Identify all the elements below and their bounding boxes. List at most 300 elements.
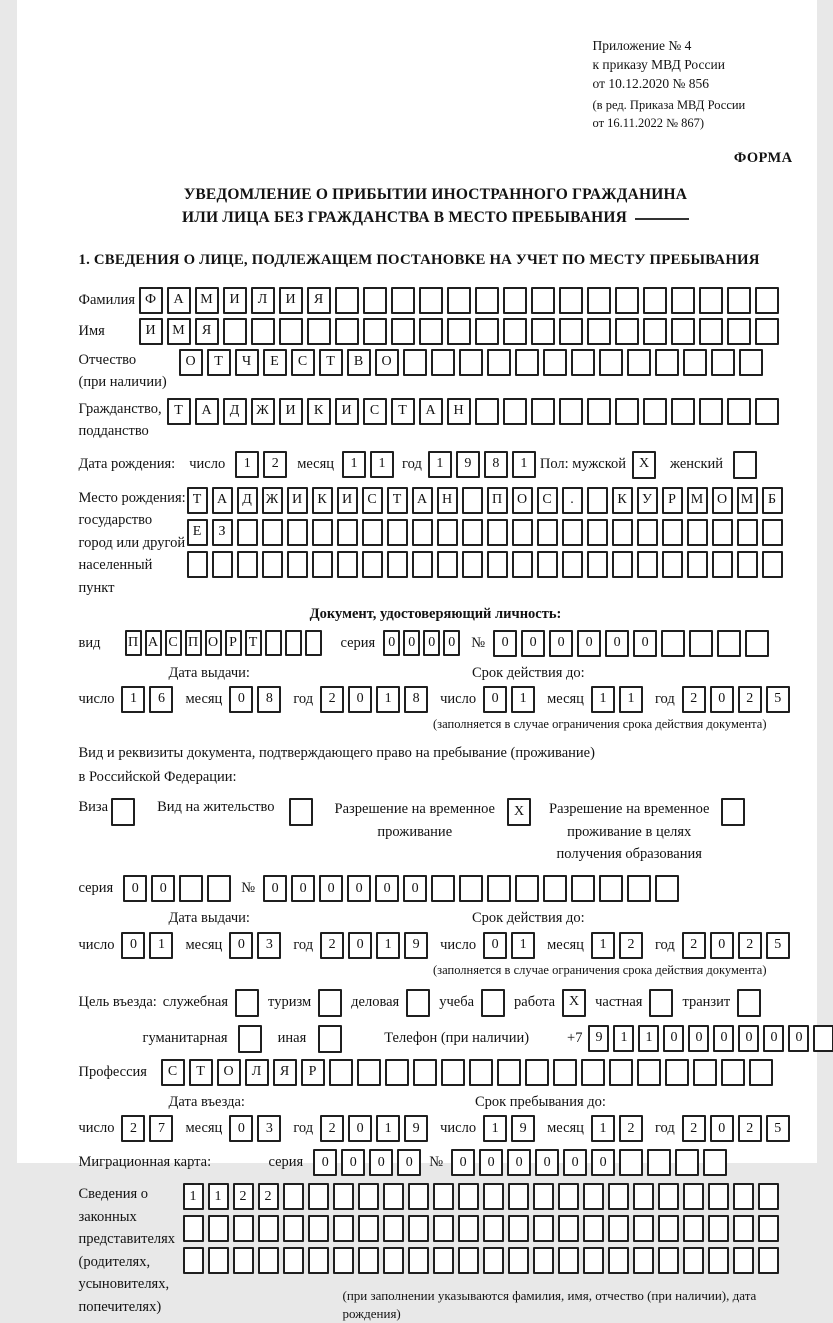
char-cell[interactable]: 0 bbox=[663, 1025, 684, 1052]
char-cell[interactable] bbox=[333, 1247, 354, 1274]
char-cell[interactable] bbox=[183, 1215, 204, 1242]
char-cell[interactable]: 8 bbox=[404, 686, 428, 713]
char-cell[interactable]: Т bbox=[207, 349, 231, 376]
char-cell[interactable] bbox=[437, 551, 458, 578]
char-cell[interactable] bbox=[587, 551, 608, 578]
char-cell[interactable] bbox=[357, 1059, 381, 1086]
char-cell[interactable]: А bbox=[167, 287, 191, 314]
purpose-official-checkbox[interactable] bbox=[235, 989, 259, 1017]
char-cell[interactable]: . bbox=[562, 487, 583, 514]
char-cell[interactable]: 1 bbox=[512, 451, 536, 478]
char-cell[interactable] bbox=[262, 519, 283, 546]
char-cell[interactable] bbox=[637, 1059, 661, 1086]
char-cell[interactable]: Ж bbox=[251, 398, 275, 425]
char-cell[interactable] bbox=[462, 487, 483, 514]
char-cell[interactable] bbox=[251, 318, 275, 345]
char-cell[interactable]: 2 bbox=[619, 932, 643, 959]
char-cell[interactable]: Т bbox=[189, 1059, 213, 1086]
char-cell[interactable]: И bbox=[279, 398, 303, 425]
char-cell[interactable] bbox=[675, 1149, 699, 1176]
char-cell[interactable] bbox=[587, 519, 608, 546]
char-cell[interactable] bbox=[433, 1215, 454, 1242]
char-cell[interactable] bbox=[419, 287, 443, 314]
char-cell[interactable] bbox=[362, 519, 383, 546]
edu-permit-checkbox[interactable] bbox=[721, 798, 745, 826]
char-cell[interactable] bbox=[733, 1215, 754, 1242]
char-cell[interactable] bbox=[487, 551, 508, 578]
char-cell[interactable] bbox=[515, 875, 539, 902]
char-cell[interactable]: 1 bbox=[619, 686, 643, 713]
char-cell[interactable] bbox=[531, 318, 555, 345]
char-cell[interactable]: 2 bbox=[738, 686, 762, 713]
char-cell[interactable] bbox=[683, 1183, 704, 1210]
char-cell[interactable]: Т bbox=[245, 630, 262, 656]
char-cell[interactable] bbox=[599, 349, 623, 376]
char-cell[interactable] bbox=[708, 1247, 729, 1274]
char-cell[interactable] bbox=[459, 349, 483, 376]
char-cell[interactable]: 1 bbox=[183, 1183, 204, 1210]
char-cell[interactable] bbox=[587, 398, 611, 425]
char-cell[interactable]: К bbox=[612, 487, 633, 514]
char-cell[interactable]: С bbox=[362, 487, 383, 514]
char-cell[interactable] bbox=[615, 398, 639, 425]
char-cell[interactable]: Н bbox=[447, 398, 471, 425]
char-cell[interactable] bbox=[335, 287, 359, 314]
char-cell[interactable] bbox=[475, 318, 499, 345]
char-cell[interactable] bbox=[287, 519, 308, 546]
char-cell[interactable]: 0 bbox=[763, 1025, 784, 1052]
char-cell[interactable] bbox=[458, 1183, 479, 1210]
char-cell[interactable]: 0 bbox=[710, 1115, 734, 1142]
char-cell[interactable]: 9 bbox=[404, 932, 428, 959]
char-cell[interactable]: 2 bbox=[233, 1183, 254, 1210]
char-cell[interactable] bbox=[387, 551, 408, 578]
char-cell[interactable]: З bbox=[212, 519, 233, 546]
char-cell[interactable] bbox=[599, 875, 623, 902]
char-cell[interactable] bbox=[633, 1215, 654, 1242]
char-cell[interactable] bbox=[223, 318, 247, 345]
char-cell[interactable] bbox=[458, 1215, 479, 1242]
char-cell[interactable]: Я bbox=[307, 287, 331, 314]
char-cell[interactable] bbox=[487, 519, 508, 546]
char-cell[interactable]: 1 bbox=[235, 451, 259, 478]
char-cell[interactable]: 1 bbox=[613, 1025, 634, 1052]
char-cell[interactable] bbox=[413, 1059, 437, 1086]
char-cell[interactable]: И bbox=[223, 287, 247, 314]
char-cell[interactable]: Л bbox=[245, 1059, 269, 1086]
char-cell[interactable] bbox=[279, 318, 303, 345]
char-cell[interactable] bbox=[391, 318, 415, 345]
char-cell[interactable] bbox=[543, 875, 567, 902]
char-cell[interactable] bbox=[581, 1059, 605, 1086]
char-cell[interactable] bbox=[671, 398, 695, 425]
char-cell[interactable]: Т bbox=[387, 487, 408, 514]
char-cell[interactable] bbox=[533, 1183, 554, 1210]
char-cell[interactable] bbox=[312, 519, 333, 546]
char-cell[interactable]: 0 bbox=[507, 1149, 531, 1176]
char-cell[interactable] bbox=[333, 1183, 354, 1210]
char-cell[interactable]: И bbox=[139, 318, 163, 345]
char-cell[interactable] bbox=[758, 1247, 779, 1274]
char-cell[interactable] bbox=[655, 875, 679, 902]
char-cell[interactable]: 0 bbox=[348, 686, 372, 713]
char-cell[interactable]: 2 bbox=[619, 1115, 643, 1142]
char-cell[interactable] bbox=[358, 1215, 379, 1242]
residence-permit-checkbox[interactable] bbox=[289, 798, 313, 826]
char-cell[interactable]: 0 bbox=[451, 1149, 475, 1176]
char-cell[interactable]: С bbox=[363, 398, 387, 425]
char-cell[interactable]: 0 bbox=[263, 875, 287, 902]
char-cell[interactable] bbox=[308, 1183, 329, 1210]
char-cell[interactable] bbox=[758, 1215, 779, 1242]
char-cell[interactable] bbox=[487, 875, 511, 902]
char-cell[interactable]: 2 bbox=[320, 686, 344, 713]
char-cell[interactable]: 1 bbox=[428, 451, 452, 478]
char-cell[interactable] bbox=[258, 1215, 279, 1242]
char-cell[interactable] bbox=[412, 551, 433, 578]
char-cell[interactable] bbox=[508, 1215, 529, 1242]
char-cell[interactable]: Ф bbox=[139, 287, 163, 314]
char-cell[interactable] bbox=[233, 1247, 254, 1274]
char-cell[interactable]: Е bbox=[263, 349, 287, 376]
char-cell[interactable]: 0 bbox=[313, 1149, 337, 1176]
char-cell[interactable]: 8 bbox=[484, 451, 508, 478]
char-cell[interactable] bbox=[559, 318, 583, 345]
char-cell[interactable] bbox=[458, 1247, 479, 1274]
char-cell[interactable] bbox=[755, 287, 779, 314]
char-cell[interactable] bbox=[391, 287, 415, 314]
char-cell[interactable]: Д bbox=[237, 487, 258, 514]
char-cell[interactable]: 0 bbox=[319, 875, 343, 902]
char-cell[interactable] bbox=[562, 519, 583, 546]
char-cell[interactable]: О bbox=[179, 349, 203, 376]
char-cell[interactable] bbox=[587, 487, 608, 514]
char-cell[interactable] bbox=[689, 630, 713, 657]
char-cell[interactable] bbox=[637, 519, 658, 546]
purpose-study-checkbox[interactable] bbox=[481, 989, 505, 1017]
char-cell[interactable] bbox=[207, 875, 231, 902]
char-cell[interactable]: О bbox=[512, 487, 533, 514]
char-cell[interactable] bbox=[721, 1059, 745, 1086]
char-cell[interactable] bbox=[385, 1059, 409, 1086]
char-cell[interactable]: Я bbox=[273, 1059, 297, 1086]
char-cell[interactable] bbox=[655, 349, 679, 376]
char-cell[interactable] bbox=[412, 519, 433, 546]
char-cell[interactable] bbox=[683, 349, 707, 376]
char-cell[interactable]: 0 bbox=[151, 875, 175, 902]
char-cell[interactable]: А bbox=[145, 630, 162, 656]
char-cell[interactable] bbox=[693, 1059, 717, 1086]
char-cell[interactable] bbox=[762, 551, 783, 578]
char-cell[interactable]: 5 bbox=[766, 932, 790, 959]
char-cell[interactable] bbox=[459, 875, 483, 902]
char-cell[interactable] bbox=[403, 349, 427, 376]
char-cell[interactable]: А bbox=[212, 487, 233, 514]
char-cell[interactable] bbox=[187, 551, 208, 578]
char-cell[interactable] bbox=[362, 551, 383, 578]
char-cell[interactable] bbox=[571, 349, 595, 376]
char-cell[interactable] bbox=[633, 1183, 654, 1210]
char-cell[interactable]: Т bbox=[391, 398, 415, 425]
char-cell[interactable]: 0 bbox=[633, 630, 657, 657]
char-cell[interactable] bbox=[363, 287, 387, 314]
char-cell[interactable]: 6 bbox=[149, 686, 173, 713]
char-cell[interactable] bbox=[708, 1183, 729, 1210]
char-cell[interactable] bbox=[408, 1183, 429, 1210]
char-cell[interactable] bbox=[337, 551, 358, 578]
char-cell[interactable] bbox=[755, 318, 779, 345]
char-cell[interactable]: 1 bbox=[511, 932, 535, 959]
char-cell[interactable] bbox=[533, 1215, 554, 1242]
char-cell[interactable]: 0 bbox=[123, 875, 147, 902]
char-cell[interactable] bbox=[383, 1247, 404, 1274]
char-cell[interactable] bbox=[283, 1183, 304, 1210]
char-cell[interactable] bbox=[308, 1247, 329, 1274]
char-cell[interactable]: М bbox=[687, 487, 708, 514]
char-cell[interactable]: 2 bbox=[682, 932, 706, 959]
char-cell[interactable]: 0 bbox=[291, 875, 315, 902]
char-cell[interactable] bbox=[537, 519, 558, 546]
char-cell[interactable]: 8 bbox=[257, 686, 281, 713]
char-cell[interactable]: С bbox=[161, 1059, 185, 1086]
char-cell[interactable] bbox=[687, 551, 708, 578]
char-cell[interactable]: О bbox=[375, 349, 399, 376]
char-cell[interactable] bbox=[512, 551, 533, 578]
char-cell[interactable]: И bbox=[335, 398, 359, 425]
char-cell[interactable]: 0 bbox=[229, 686, 253, 713]
char-cell[interactable]: 0 bbox=[710, 932, 734, 959]
char-cell[interactable] bbox=[708, 1215, 729, 1242]
char-cell[interactable] bbox=[383, 1215, 404, 1242]
char-cell[interactable]: У bbox=[637, 487, 658, 514]
char-cell[interactable]: 0 bbox=[347, 875, 371, 902]
char-cell[interactable] bbox=[643, 287, 667, 314]
char-cell[interactable] bbox=[462, 551, 483, 578]
char-cell[interactable] bbox=[237, 519, 258, 546]
char-cell[interactable] bbox=[262, 551, 283, 578]
char-cell[interactable] bbox=[627, 349, 651, 376]
char-cell[interactable] bbox=[447, 318, 471, 345]
char-cell[interactable]: 3 bbox=[257, 932, 281, 959]
char-cell[interactable] bbox=[337, 519, 358, 546]
char-cell[interactable]: 3 bbox=[257, 1115, 281, 1142]
char-cell[interactable]: 1 bbox=[376, 1115, 400, 1142]
char-cell[interactable] bbox=[755, 398, 779, 425]
char-cell[interactable] bbox=[387, 519, 408, 546]
char-cell[interactable]: 0 bbox=[549, 630, 573, 657]
char-cell[interactable] bbox=[733, 1247, 754, 1274]
char-cell[interactable]: 5 bbox=[766, 1115, 790, 1142]
char-cell[interactable] bbox=[475, 287, 499, 314]
char-cell[interactable] bbox=[329, 1059, 353, 1086]
char-cell[interactable]: 1 bbox=[376, 932, 400, 959]
char-cell[interactable] bbox=[287, 551, 308, 578]
char-cell[interactable]: И bbox=[287, 487, 308, 514]
char-cell[interactable] bbox=[665, 1059, 689, 1086]
char-cell[interactable] bbox=[615, 287, 639, 314]
char-cell[interactable]: 0 bbox=[788, 1025, 809, 1052]
char-cell[interactable] bbox=[643, 318, 667, 345]
char-cell[interactable] bbox=[712, 551, 733, 578]
char-cell[interactable] bbox=[699, 398, 723, 425]
char-cell[interactable]: Т bbox=[167, 398, 191, 425]
sex-female-checkbox[interactable] bbox=[733, 451, 757, 479]
char-cell[interactable]: 2 bbox=[738, 932, 762, 959]
char-cell[interactable] bbox=[587, 287, 611, 314]
char-cell[interactable] bbox=[583, 1215, 604, 1242]
char-cell[interactable] bbox=[737, 519, 758, 546]
char-cell[interactable]: П bbox=[185, 630, 202, 656]
char-cell[interactable] bbox=[433, 1247, 454, 1274]
char-cell[interactable] bbox=[637, 551, 658, 578]
char-cell[interactable] bbox=[183, 1247, 204, 1274]
char-cell[interactable] bbox=[758, 1183, 779, 1210]
char-cell[interactable]: 0 bbox=[383, 630, 400, 656]
char-cell[interactable] bbox=[583, 1247, 604, 1274]
char-cell[interactable] bbox=[515, 349, 539, 376]
char-cell[interactable]: Е bbox=[187, 519, 208, 546]
char-cell[interactable] bbox=[531, 287, 555, 314]
char-cell[interactable] bbox=[503, 287, 527, 314]
char-cell[interactable] bbox=[305, 630, 322, 656]
char-cell[interactable] bbox=[558, 1247, 579, 1274]
char-cell[interactable]: 1 bbox=[208, 1183, 229, 1210]
char-cell[interactable] bbox=[749, 1059, 773, 1086]
char-cell[interactable] bbox=[358, 1183, 379, 1210]
char-cell[interactable]: 0 bbox=[591, 1149, 615, 1176]
char-cell[interactable] bbox=[497, 1059, 521, 1086]
char-cell[interactable]: С bbox=[291, 349, 315, 376]
char-cell[interactable] bbox=[813, 1025, 833, 1052]
char-cell[interactable] bbox=[553, 1059, 577, 1086]
char-cell[interactable]: 0 bbox=[348, 932, 372, 959]
char-cell[interactable] bbox=[383, 1183, 404, 1210]
char-cell[interactable]: 1 bbox=[370, 451, 394, 478]
char-cell[interactable]: 1 bbox=[591, 932, 615, 959]
char-cell[interactable] bbox=[619, 1149, 643, 1176]
char-cell[interactable]: П bbox=[125, 630, 142, 656]
char-cell[interactable] bbox=[683, 1215, 704, 1242]
char-cell[interactable]: 0 bbox=[605, 630, 629, 657]
char-cell[interactable]: 0 bbox=[563, 1149, 587, 1176]
char-cell[interactable]: Т bbox=[319, 349, 343, 376]
char-cell[interactable]: 0 bbox=[121, 932, 145, 959]
char-cell[interactable]: 0 bbox=[423, 630, 440, 656]
visa-checkbox[interactable] bbox=[111, 798, 135, 826]
char-cell[interactable] bbox=[408, 1247, 429, 1274]
char-cell[interactable] bbox=[762, 519, 783, 546]
char-cell[interactable]: 2 bbox=[682, 1115, 706, 1142]
char-cell[interactable] bbox=[727, 318, 751, 345]
char-cell[interactable] bbox=[431, 349, 455, 376]
char-cell[interactable]: Л bbox=[251, 287, 275, 314]
char-cell[interactable] bbox=[727, 287, 751, 314]
char-cell[interactable] bbox=[333, 1215, 354, 1242]
char-cell[interactable]: 0 bbox=[397, 1149, 421, 1176]
char-cell[interactable]: 0 bbox=[738, 1025, 759, 1052]
char-cell[interactable] bbox=[608, 1247, 629, 1274]
char-cell[interactable] bbox=[558, 1183, 579, 1210]
char-cell[interactable]: 0 bbox=[483, 686, 507, 713]
purpose-business-checkbox[interactable] bbox=[406, 989, 430, 1017]
char-cell[interactable]: 0 bbox=[577, 630, 601, 657]
char-cell[interactable] bbox=[462, 519, 483, 546]
char-cell[interactable] bbox=[612, 519, 633, 546]
char-cell[interactable] bbox=[745, 630, 769, 657]
char-cell[interactable]: 0 bbox=[688, 1025, 709, 1052]
char-cell[interactable]: П bbox=[487, 487, 508, 514]
char-cell[interactable]: А bbox=[419, 398, 443, 425]
char-cell[interactable] bbox=[699, 318, 723, 345]
char-cell[interactable]: Т bbox=[187, 487, 208, 514]
char-cell[interactable]: 0 bbox=[479, 1149, 503, 1176]
char-cell[interactable] bbox=[559, 287, 583, 314]
char-cell[interactable]: С bbox=[537, 487, 558, 514]
char-cell[interactable] bbox=[717, 630, 741, 657]
char-cell[interactable] bbox=[643, 398, 667, 425]
temp-permit-checkbox[interactable]: X bbox=[507, 798, 531, 826]
char-cell[interactable]: 0 bbox=[443, 630, 460, 656]
char-cell[interactable] bbox=[727, 398, 751, 425]
char-cell[interactable]: М bbox=[195, 287, 219, 314]
char-cell[interactable] bbox=[608, 1183, 629, 1210]
char-cell[interactable] bbox=[661, 630, 685, 657]
char-cell[interactable]: 1 bbox=[638, 1025, 659, 1052]
char-cell[interactable] bbox=[285, 630, 302, 656]
char-cell[interactable]: Б bbox=[762, 487, 783, 514]
char-cell[interactable] bbox=[483, 1183, 504, 1210]
char-cell[interactable]: 2 bbox=[121, 1115, 145, 1142]
char-cell[interactable]: 7 bbox=[149, 1115, 173, 1142]
char-cell[interactable]: 9 bbox=[588, 1025, 609, 1052]
char-cell[interactable] bbox=[433, 1183, 454, 1210]
char-cell[interactable] bbox=[419, 318, 443, 345]
char-cell[interactable]: О bbox=[712, 487, 733, 514]
char-cell[interactable] bbox=[533, 1247, 554, 1274]
char-cell[interactable] bbox=[658, 1215, 679, 1242]
char-cell[interactable] bbox=[283, 1247, 304, 1274]
char-cell[interactable] bbox=[658, 1183, 679, 1210]
char-cell[interactable] bbox=[525, 1059, 549, 1086]
char-cell[interactable] bbox=[265, 630, 282, 656]
char-cell[interactable] bbox=[687, 519, 708, 546]
char-cell[interactable]: О bbox=[205, 630, 222, 656]
char-cell[interactable] bbox=[508, 1247, 529, 1274]
char-cell[interactable] bbox=[508, 1183, 529, 1210]
char-cell[interactable]: 0 bbox=[710, 686, 734, 713]
char-cell[interactable] bbox=[562, 551, 583, 578]
char-cell[interactable] bbox=[179, 875, 203, 902]
char-cell[interactable] bbox=[608, 1215, 629, 1242]
char-cell[interactable] bbox=[583, 1183, 604, 1210]
char-cell[interactable] bbox=[503, 398, 527, 425]
char-cell[interactable]: С bbox=[165, 630, 182, 656]
char-cell[interactable]: 2 bbox=[320, 932, 344, 959]
char-cell[interactable]: 0 bbox=[403, 875, 427, 902]
char-cell[interactable]: К bbox=[307, 398, 331, 425]
char-cell[interactable]: 0 bbox=[521, 630, 545, 657]
char-cell[interactable] bbox=[258, 1247, 279, 1274]
char-cell[interactable]: Ж bbox=[262, 487, 283, 514]
char-cell[interactable]: М bbox=[737, 487, 758, 514]
char-cell[interactable] bbox=[615, 318, 639, 345]
purpose-transit-checkbox[interactable] bbox=[737, 989, 761, 1017]
char-cell[interactable] bbox=[587, 318, 611, 345]
char-cell[interactable] bbox=[358, 1247, 379, 1274]
char-cell[interactable] bbox=[483, 1215, 504, 1242]
char-cell[interactable]: 2 bbox=[258, 1183, 279, 1210]
purpose-private-checkbox[interactable] bbox=[649, 989, 673, 1017]
